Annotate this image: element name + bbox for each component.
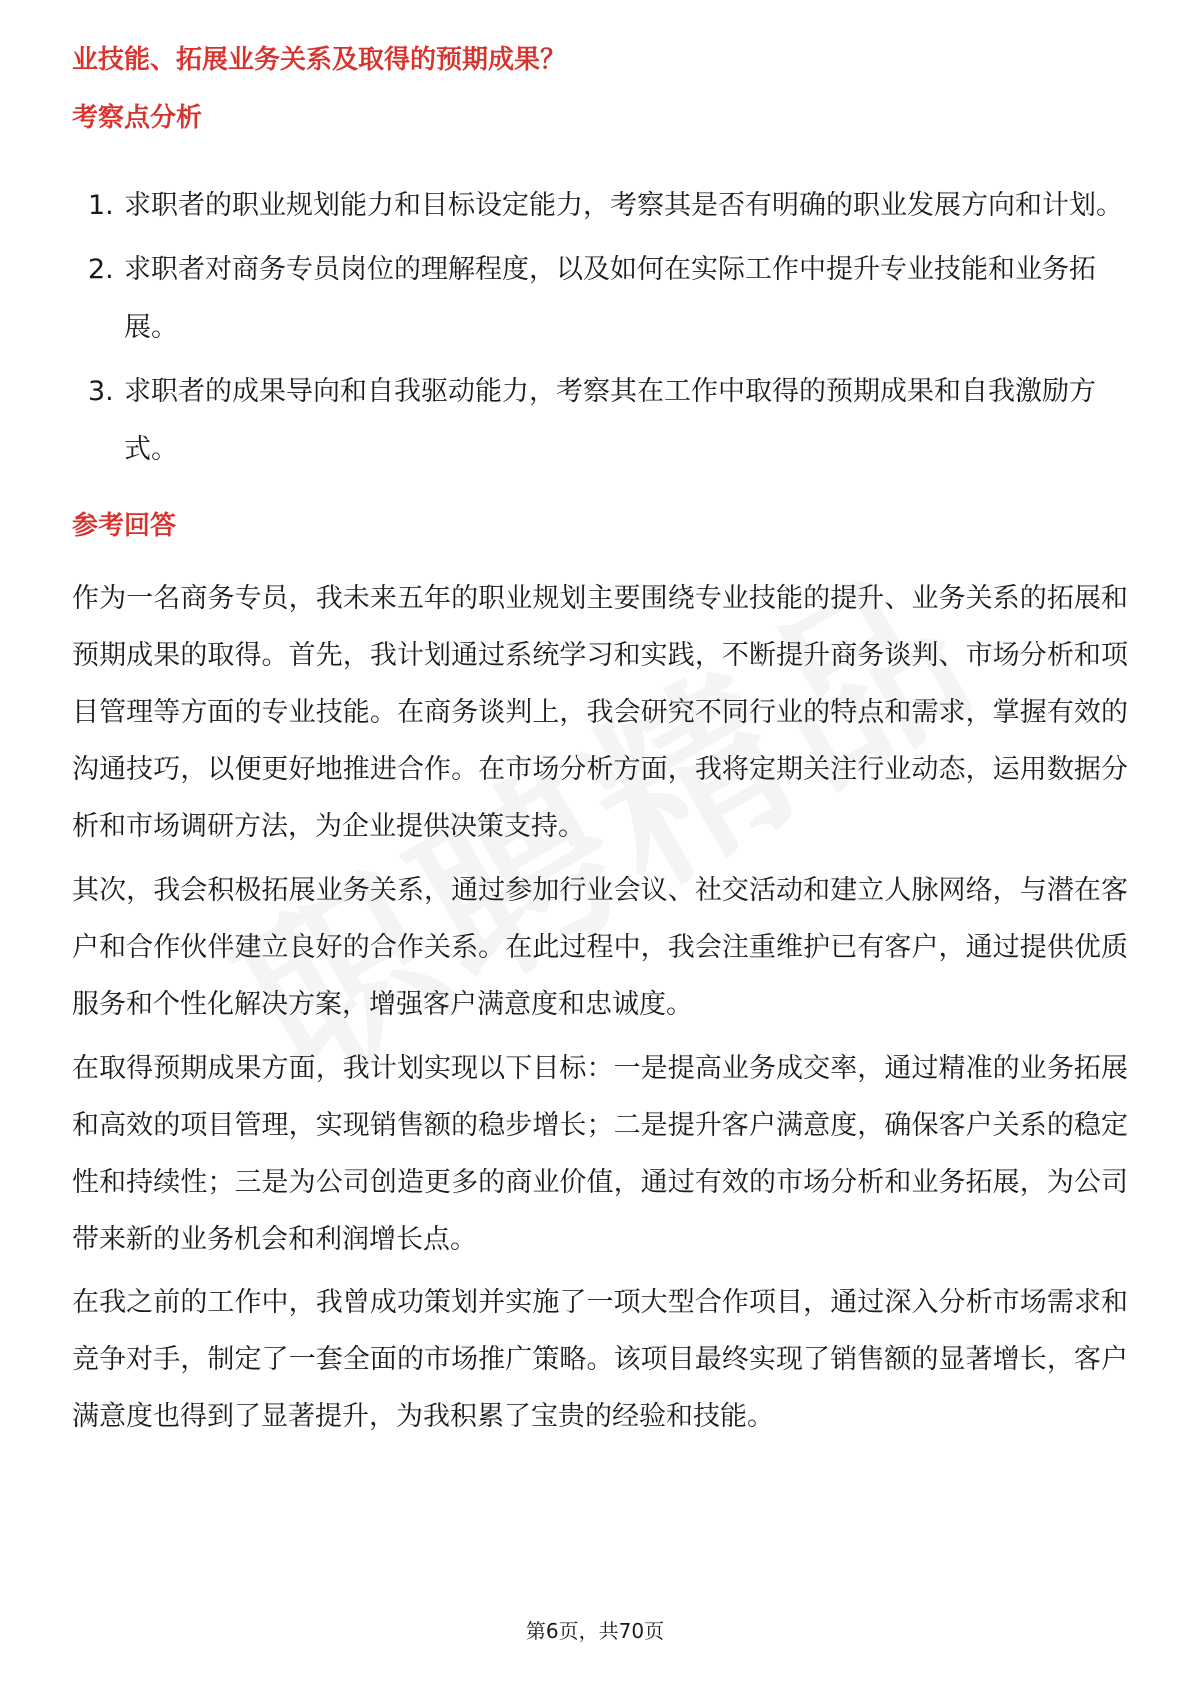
answer-paragraph: 在取得预期成果方面，我计划实现以下目标：一是提高业务成交率，通过精准的业务拓展和高效的项目管理，实现销售额的稳步增长；二是提升客户满意度，确保客户关系的稳定性和持续性；三是为公司创造更多的商业价值，通过有效的市场分析和业务拓展，为公司带来新的业务机会和利润增长点。 [72,1053,1128,1255]
question-heading-continued: 业技能、拓展业务关系及取得的预期成果？ [72,45,567,75]
list-item-text: 求职者的成果导向和自我驱动能力，考察其在工作中取得的预期成果和自我激励方式。 [124,376,1096,465]
list-item-text: 求职者的职业规划能力和目标设定能力，考察其是否有明确的职业发展方向和计划。 [124,190,1123,221]
list-item-number: 1. [88,190,114,221]
list-item-number: 3. [88,376,114,407]
list-item [88,241,1128,357]
list-item-number: 2. [88,254,114,285]
analysis-title: 考察点分析 [72,103,203,133]
list-item [88,363,1128,479]
page-number: 第6页，共70页 [525,1619,665,1643]
list-item [88,177,1128,235]
answer-paragraph: 其次，我会积极拓展业务关系，通过参加行业会议、社交活动和建立人脉网络，与潜在客户和合作伙伴建立良好的合作关系。在此过程中，我会注重维护已有客户，通过提供优质服务和个性化解决方案，增强客户满意度和忠诚度。 [72,875,1128,1020]
answer-paragraph: 在我之前的工作中，我曾成功策划并实施了一项大型合作项目，通过深入分析市场需求和竞争对手，制定了一套全面的市场推广策略。该项目最终实现了销售额的显著增长，客户满意度也得到了显著提升，为我积累了宝贵的经验和技能。 [72,1287,1128,1432]
answer-paragraph: 作为一名商务专员，我未来五年的职业规划主要围绕专业技能的提升、业务关系的拓展和预期成果的取得。首先，我计划通过系统学习和实践，不断提升商务谈判、市场分析和项目管理等方面的专业技能。在商务谈判上，我会研究不同行业的特点和需求，掌握有效的沟通技巧，以便更好地推进合作。在市场分析方面，我将定期关注行业动态，运用数据分析和市场调研方法，为企业提供决策支持。 [72,583,1128,842]
answer-title: 参考回答 [72,511,177,541]
list-item-text: 求职者对商务专员岗位的理解程度，以及如何在实际工作中提升专业技能和业务拓展。 [124,254,1096,343]
analysis-list [88,177,1128,485]
